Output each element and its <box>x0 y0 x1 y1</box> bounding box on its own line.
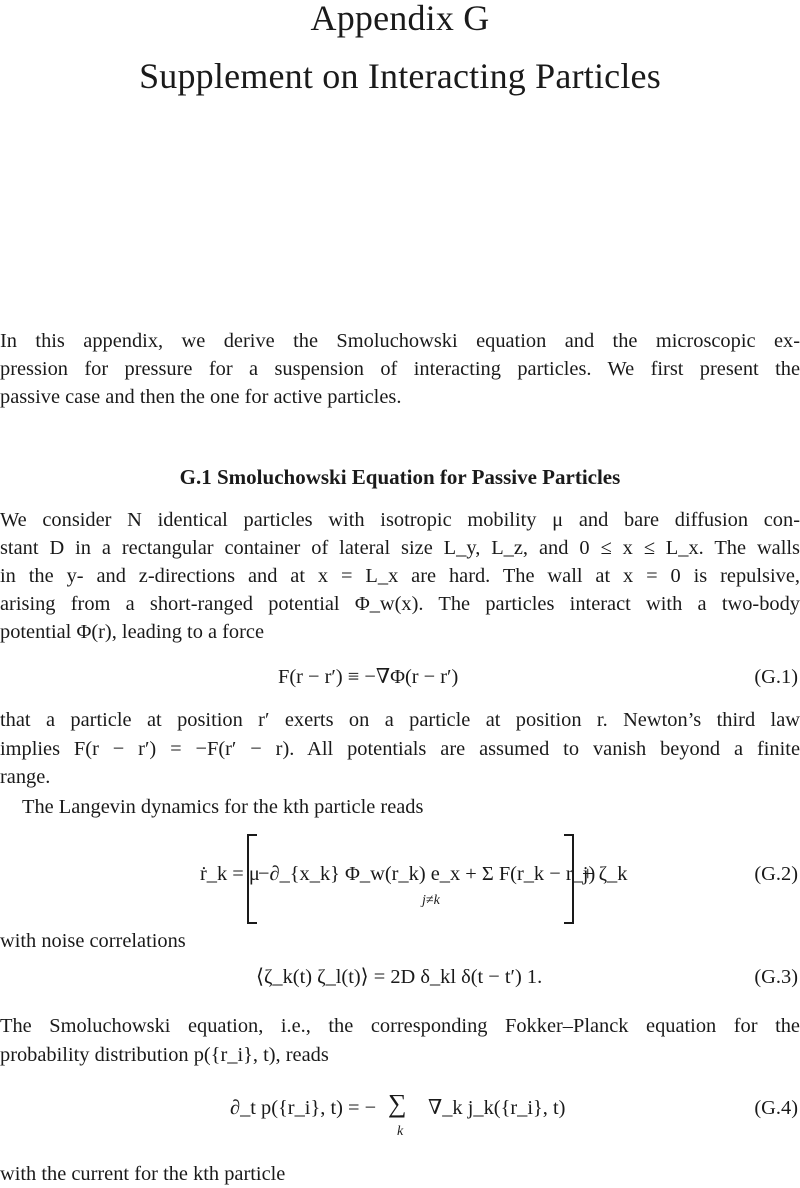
para1-line-2: stant D in a rectangular container of lateral size L_y, L_z, and 0 ≤ x ≤ L_x. The walls <box>0 537 800 559</box>
equation-g4-rhs: ∇_k j_k({r_i}, t) <box>428 1097 566 1119</box>
para1-line-1: We consider N identical particles with isotropic mobility μ and bare diffusion con- <box>0 509 800 531</box>
equation-g1: F(r − r′) ≡ −∇Φ(r − r′) <box>278 666 459 688</box>
equation-g2-rhs: + ζ_k <box>582 863 628 885</box>
equation-g2-inner: −∂_{x_k} Φ_w(r_k) e_x + Σ F(r_k − r_j) <box>258 863 596 885</box>
equation-g2-lhs: ṙ_k = μ <box>200 863 260 885</box>
para2-line-3: range. <box>0 766 51 788</box>
noise-intro: with noise correlations <box>0 930 186 952</box>
chapter-title: Supplement on Interacting Particles <box>139 56 661 96</box>
left-bracket-icon <box>245 833 259 925</box>
equation-number-g4: (G.4) <box>754 1097 798 1119</box>
intro-line-2: pression for pressure for a suspension of interacting particles. We first present the <box>0 358 800 380</box>
para3-line: The Langevin dynamics for the kth particle reads <box>22 796 424 818</box>
equation-number-g1: (G.1) <box>754 666 798 688</box>
section-heading: G.1 Smoluchowski Equation for Passive Particles <box>179 465 621 489</box>
equation-g2-sum-index: j≠k <box>422 893 440 908</box>
equation-g3: ⟨ζ_k(t) ζ_l(t)⟩ = 2D δ_kl δ(t − t′) 1. <box>256 966 543 988</box>
equation-number-g2: (G.2) <box>754 863 798 885</box>
right-bracket-icon <box>562 833 576 925</box>
para4-line-2: probability distribution p({r_i}, t), reads <box>0 1044 329 1066</box>
intro-line-3: passive case and then the one for active particles. <box>0 386 402 408</box>
chapter-label: Appendix G <box>310 0 490 38</box>
closing-line: with the current for the kth particle <box>0 1163 286 1185</box>
equation-number-g3: (G.3) <box>754 966 798 988</box>
para1-line-4: arising from a short-ranged potential Φ_w(x). The particles interact with a two-body <box>0 593 800 615</box>
para4-line-1: The Smoluchowski equation, i.e., the corresponding Fokker–Planck equation for the <box>0 1015 800 1037</box>
para1-line-5: potential Φ(r), leading to a force <box>0 621 265 643</box>
equation-g4-lhs: ∂_t p({r_i}, t) = − <box>230 1097 377 1119</box>
para1-line-3: in the y- and z-directions and at x = L_x are hard. The wall at x = 0 is repulsive, <box>0 565 800 587</box>
intro-line-1: In this appendix, we derive the Smoluchowski equation and the microscopic ex- <box>0 330 800 352</box>
para2-line-1: that a particle at position r′ exerts on a particle at position r. Newton’s third law <box>0 709 800 731</box>
sum-icon: ∑ <box>388 1089 407 1118</box>
para2-line-2: implies F(r − r′) = −F(r′ − r). All potentials are assumed to vanish beyond a finite <box>0 738 800 760</box>
equation-g4-sum-index: k <box>397 1124 404 1139</box>
